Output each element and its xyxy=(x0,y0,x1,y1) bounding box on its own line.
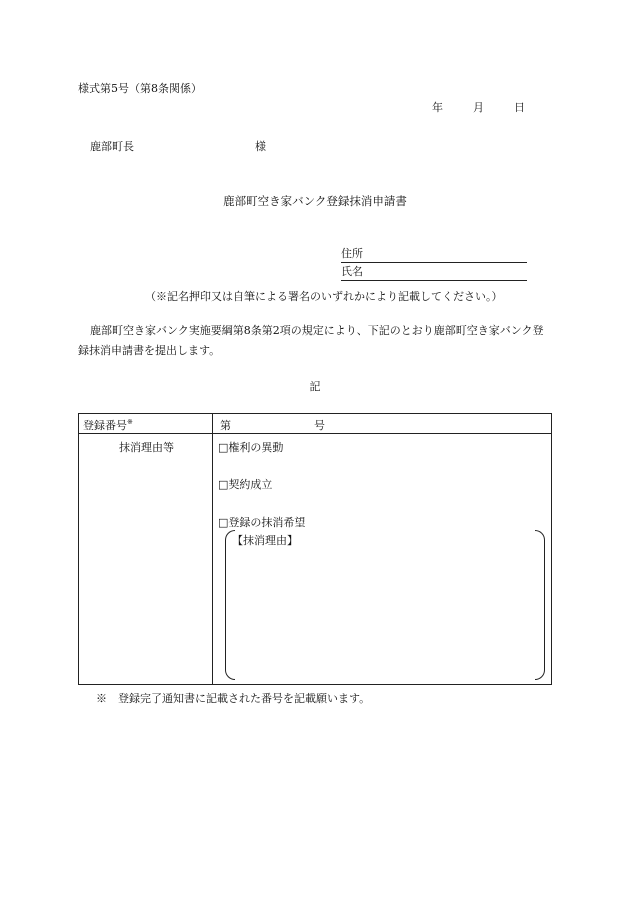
date-line xyxy=(432,99,525,115)
name-label: 氏名 xyxy=(341,265,363,278)
option-deregistration-request[interactable]: □登録の抹消希望 xyxy=(218,516,306,529)
reason-label: 抹消理由等 xyxy=(119,441,174,454)
registration-number-label xyxy=(83,417,133,433)
table-divider-horizontal xyxy=(79,433,551,434)
option-contract-concluded[interactable]: □契約成立 xyxy=(218,478,273,491)
reason-textarea[interactable] xyxy=(225,530,545,680)
registration-mark: ※ xyxy=(127,418,133,426)
name-field[interactable] xyxy=(341,266,527,281)
bracket-right xyxy=(535,530,545,680)
date-month: 月 xyxy=(473,101,484,114)
body-paragraph: 鹿部町空き家バンク実施要綱第8条第2項の規定により、下記のとおり鹿部町空き家バンク登録抹消申請書を提出します。 xyxy=(78,324,544,357)
registration-label-text: 登録番号 xyxy=(83,419,127,432)
document-title: 鹿部町空き家バンク登録抹消申請書 xyxy=(223,194,407,208)
recipient-honorific: 様 xyxy=(255,140,266,153)
application-table xyxy=(78,413,552,685)
number-prefix: 第 xyxy=(220,419,231,432)
signature-note: （※記名押印又は自筆による署名のいずれかにより記載してください。） xyxy=(145,290,503,303)
number-suffix: 号 xyxy=(314,419,325,432)
footnote: ※ 登録完了通知書に記載された番号を記載願います。 xyxy=(96,692,371,705)
date-year: 年 xyxy=(432,101,443,114)
reason-box-label: 【抹消理由】 xyxy=(232,534,298,547)
bracket-left xyxy=(225,530,235,680)
table-divider-vertical xyxy=(212,414,213,684)
address-label: 住所 xyxy=(341,247,363,260)
form-number: 様式第5号（第8条関係） xyxy=(78,82,202,95)
ki-heading: 記 xyxy=(309,380,321,393)
option-rights-transfer[interactable]: □権利の異動 xyxy=(218,441,284,454)
address-field[interactable] xyxy=(341,248,527,263)
recipient-name: 鹿部町長 xyxy=(90,140,134,153)
date-day: 日 xyxy=(514,101,525,114)
